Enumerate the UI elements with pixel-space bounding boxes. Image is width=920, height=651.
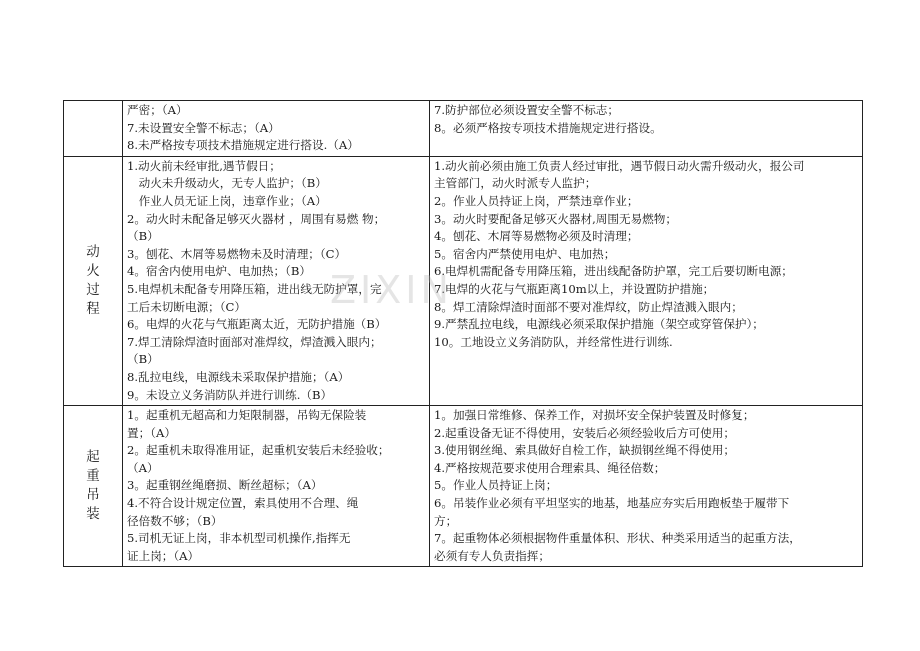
safety-measures-table bbox=[63, 100, 863, 567]
hazards-cell bbox=[123, 406, 430, 567]
table-row bbox=[64, 406, 863, 567]
control-line: 6。吊装作业必须有平坦坚实的地基，地基应夯实后用跑板垫于履带下 bbox=[434, 496, 790, 511]
hazard-line: 作业人员无证上岗，违章作业；（A） bbox=[127, 193, 327, 208]
hazard-line: 7.焊工清除焊渣时面部对准焊纹，焊渣溅入眼内； bbox=[127, 334, 382, 349]
hazard-line: 8.乱拉电线，电源线未采取保护措施；（A） bbox=[127, 369, 350, 384]
hazard-line: 7.未设置安全警不标志；（A） bbox=[127, 120, 280, 135]
category-cell bbox=[64, 101, 123, 157]
control-line: 10。工地设立义务消防队，并经常性进行训练. bbox=[434, 334, 673, 349]
hazard-line: （B） bbox=[127, 229, 159, 244]
control-line: 1.动火前必须由施工负责人经过审批，遇节假日动火需升级动火，报公司 bbox=[434, 158, 805, 173]
control-line: 3。动火时要配备足够灭火器材,周围无易燃物； bbox=[434, 211, 677, 226]
hazard-line: 8.未严格按专项技术措施规定进行搭设.（A） bbox=[127, 138, 359, 153]
control-line: 4.严格按规范要求使用合理索具、绳径倍数； bbox=[434, 460, 666, 475]
table-row bbox=[64, 101, 863, 157]
control-line: 方； bbox=[434, 513, 458, 528]
control-line: 8。焊工清除焊渣时面部不要对准焊纹，防止焊渣溅入眼内； bbox=[434, 299, 743, 314]
table-row bbox=[64, 156, 863, 405]
hazard-line: 1.动火前未经审批,遇节假日； bbox=[127, 158, 281, 173]
hazard-line: 5.电焊机未配备专用降压箱，进出线无防护罩，完 bbox=[127, 281, 382, 296]
category-cell bbox=[64, 406, 123, 567]
control-line: 4。刨花、木屑等易燃物必须及时清理； bbox=[434, 229, 639, 244]
control-line: 3.使用钢丝绳、索具做好自检工作，缺损钢丝绳不得使用； bbox=[434, 443, 735, 458]
controls-cell bbox=[430, 406, 863, 567]
control-line: 1。加强日常维修、保养工作，对损坏安全保护装置及时修复； bbox=[434, 408, 755, 423]
category-cell bbox=[64, 156, 123, 405]
hazard-line: 置；（A） bbox=[127, 425, 176, 440]
control-line: 2。作业人员持证上岗，严禁违章作业； bbox=[434, 193, 639, 208]
hazard-line: 3。刨花、木屑等易燃物未及时清理；（C） bbox=[127, 246, 347, 261]
category-label: 起重吊装 bbox=[86, 449, 100, 523]
control-line: 7.防护部位必须设置安全警不标志； bbox=[434, 103, 619, 117]
hazard-line: （B） bbox=[127, 352, 159, 367]
hazard-line: 5.司机无证上岗，非本机型司机操作,指挥无 bbox=[127, 531, 351, 546]
control-line: 5。作业人员持证上岗； bbox=[434, 478, 558, 493]
hazard-line: 2。动火时未配备足够灭火器材 ，周围有易燃 物； bbox=[127, 211, 386, 226]
hazard-line: （A） bbox=[127, 460, 159, 475]
hazard-line: 工后未切断电源；（C） bbox=[127, 299, 247, 314]
control-line: 2.起重设备无证不得使用，安装后必须经验收后方可使用； bbox=[434, 425, 735, 440]
hazard-line: 9。未设立义务消防队并进行训练.（B） bbox=[127, 387, 333, 402]
control-line: 7.电焊的火花与气瓶距离10m以上，并设置防护措施； bbox=[434, 281, 715, 296]
hazard-line: 1。起重机无超高和力矩限制器，吊钩无保险装 bbox=[127, 408, 367, 423]
hazard-line: 3。起重钢丝绳磨损、断丝超标；（A） bbox=[127, 478, 323, 493]
control-line: 5。宿舍内严禁使用电炉、电加热； bbox=[434, 246, 616, 261]
hazards-cell bbox=[123, 156, 430, 405]
control-line: 9.严禁乱拉电线，电源线必须采取保护措施（架空或穿管保护）； bbox=[434, 317, 764, 332]
control-line: 6.电焊机需配备专用降压箱，进出线配备防护罩，完工后要切断电源； bbox=[434, 264, 793, 279]
category-label: 动火过程 bbox=[86, 243, 100, 317]
control-line: 7。起重物体必须根据物件重量体积、形状、种类采用适当的起重方法， bbox=[434, 531, 801, 546]
hazard-line: 动火未升级动火，无专人监护；（B） bbox=[127, 176, 327, 191]
hazard-line: 4。宿舍内使用电炉、电加热；（B） bbox=[127, 264, 312, 279]
control-line: 主管部门，动火时派专人监护； bbox=[434, 176, 597, 191]
hazard-line: 6。电焊的火花与气瓶距离太近，无防护措施（B） bbox=[127, 317, 387, 332]
control-line: 8。必须严格按专项技术措施规定进行搭设。 bbox=[434, 120, 662, 135]
hazard-line: 严密；（A） bbox=[127, 103, 188, 117]
watermark: ZIXIN bbox=[330, 268, 453, 312]
hazard-line: 2。起重机未取得准用证，起重机安装后未经验收； bbox=[127, 443, 390, 458]
hazard-line: 径倍数不够；（B） bbox=[127, 513, 223, 528]
hazards-cell bbox=[123, 101, 430, 157]
control-line: 必须有专人负责指挥； bbox=[434, 548, 550, 563]
controls-cell bbox=[430, 101, 863, 157]
hazard-line: 4.不符合设计规定位置，索具使用不合理、绳 bbox=[127, 496, 359, 511]
hazard-line: 证上岗；（A） bbox=[127, 548, 200, 563]
controls-cell bbox=[430, 156, 863, 405]
